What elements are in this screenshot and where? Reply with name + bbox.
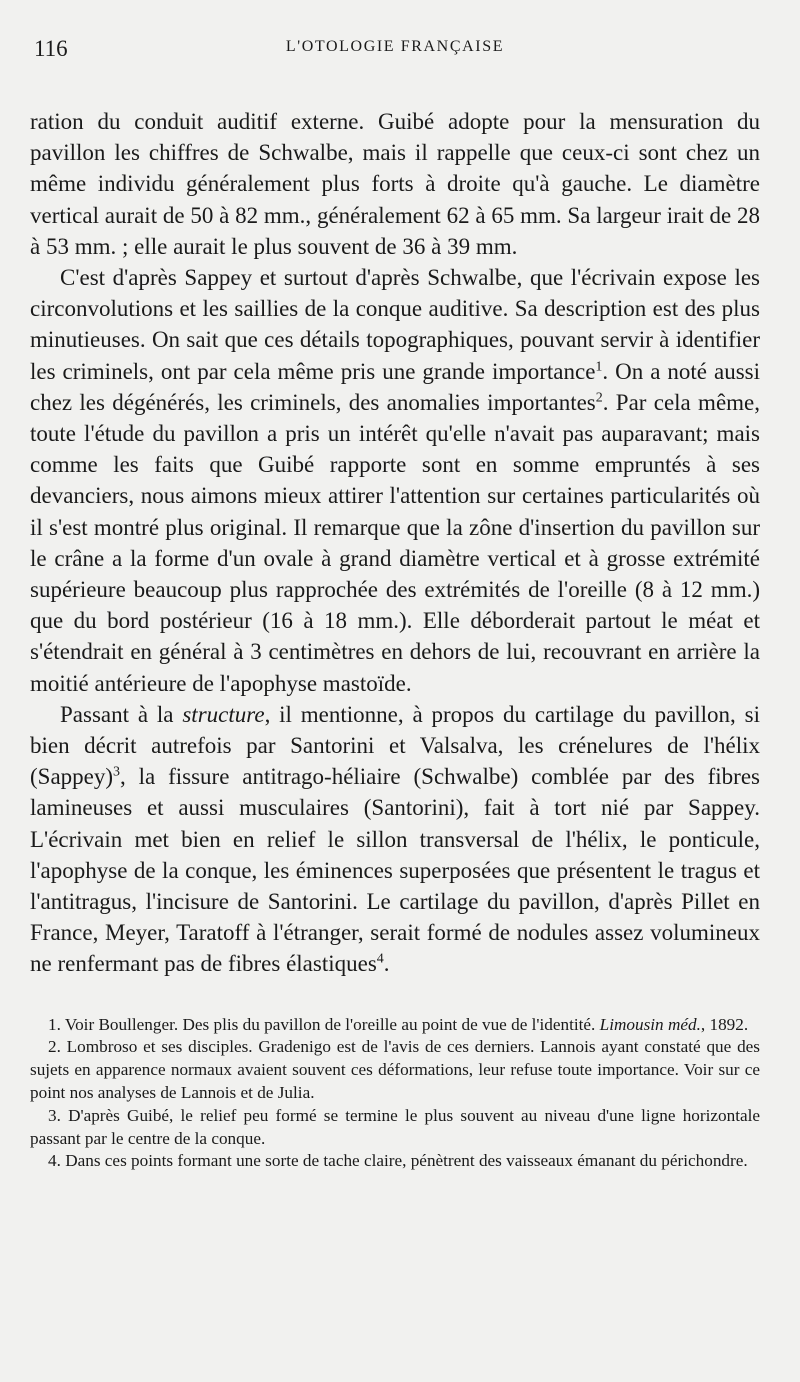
text-run: , la fissure antitrago-héliaire (Schwalbe) comblée par des fibres lamineuses et aussi musculaires (Santorini), fait à tort nié par Sappey. L'écrivain met bien en relief le sillon transversal de l'hélix, le ponticule, l'apophyse de la conque, les éminences superposées que présentent le tragus et l'antitragus, l'incisure de Santorini. Le cartilage du pavillon, d'après Pillet en France, Meyer, Taratoff à l'étranger, serait formé de nodules assez volumineux ne renfermant pas de fibres élastiques [30, 764, 760, 977]
text-run: C'est d'après Sappey et surtout d'après Schwalbe, que l'écrivain expose les circonvolutions et les saillies de la conque auditive. Sa description est des plus minutieuses. On sait que ces détails topographiques, pouvant servir à identifier les criminels, ont par cela même pris une grande importance [30, 265, 760, 384]
footnote-reference: 1 [595, 358, 603, 374]
text-run: . Par cela même, toute l'étude du pavillon a pris un intérêt qu'elle n'avait pas auparavant; mais comme les faits que Guibé rapporte sont en somme empruntés à ses devanciers, nous aimons mieux attirer l'attention sur certaines particularités où il s'est montré plus original. Il remarque que la zône d'insertion du pavillon sur le crâne a la forme d'un ovale à grand diamètre vertical et à grosse extrémité supérieure beaucoup plus rapprochée des extrémités de l'oreille (8 à 12 mm.) que du bord postérieur (16 à 18 mm.). Elle déborderait partout le méat et s'étendrait en général à 3 centimètres en dehors de lui, recouvrant en arrière la moitié antérieure de l'apophyse mastoïde. [30, 389, 761, 696]
italic-text: Limousin méd. [599, 1014, 701, 1034]
footnote [30, 1105, 760, 1151]
text-run: , 1892. [700, 1014, 749, 1034]
footnote [30, 1014, 760, 1037]
paragraph [30, 699, 760, 980]
footnote-reference: 4 [376, 951, 384, 967]
footnote-reference: 3 [113, 764, 121, 780]
text-run: 4. Dans ces points formant une sorte de tache claire, pénètrent des vaisseaux émanant du périchondre. [48, 1151, 748, 1171]
page-number: 116 [34, 36, 68, 61]
footnote [30, 1150, 760, 1173]
running-head: L'OTOLOGIE FRANÇAISE [285, 38, 505, 55]
text-run: 2. Lombroso et ses disciples. Gradenigo est de l'avis de ces derniers. Lannois ayant constaté que des sujets en apparence normaux avaient souvent ces déformations, leur refuse toute importance. Voir sur ce point nos analyses de Lannois et de Julia. [30, 1037, 760, 1103]
paragraph [30, 106, 760, 262]
italic-text: structure [182, 701, 265, 727]
page-header [30, 28, 760, 68]
text-run: 3. D'après Guibé, le relief peu formé se termine le plus souvent au niveau d'une ligne horizontale passant par le centre de la conque. [30, 1105, 760, 1148]
text-run: , il mentionne, à propos du cartilage du pavillon, si bien décrit autrefois par Santorini et Valsalva, les crénelures de l'hélix (Sappey) [30, 701, 760, 790]
footnotes [30, 1014, 760, 1174]
footnote-reference: 2 [595, 390, 603, 406]
paragraph [30, 262, 760, 699]
text-run: Passant à la [60, 701, 183, 727]
text-run: . [383, 951, 390, 977]
text-run: . On a noté aussi chez les dégénérés, les criminels, des anomalies importantes [30, 358, 760, 415]
text-run: ration du conduit auditif externe. Guibé adopte pour la mensuration du pavillon les chiffres de Schwalbe, mais il rappelle que ceux-ci sont chez un même individu généralement plus forts à droite qu'à gauche. Le diamètre vertical aurait de 50 à 82 mm., généralement 62 à 65 mm. Sa largeur irait de 28 à 53 mm. ; elle aurait le plus souvent de 36 à 39 mm. [30, 109, 760, 259]
text-run: 1. Voir Boullenger. Des plis du pavillon de l'oreille au point de vue de l'identité. [48, 1014, 600, 1034]
body-text [30, 106, 760, 980]
footnote [30, 1036, 760, 1104]
